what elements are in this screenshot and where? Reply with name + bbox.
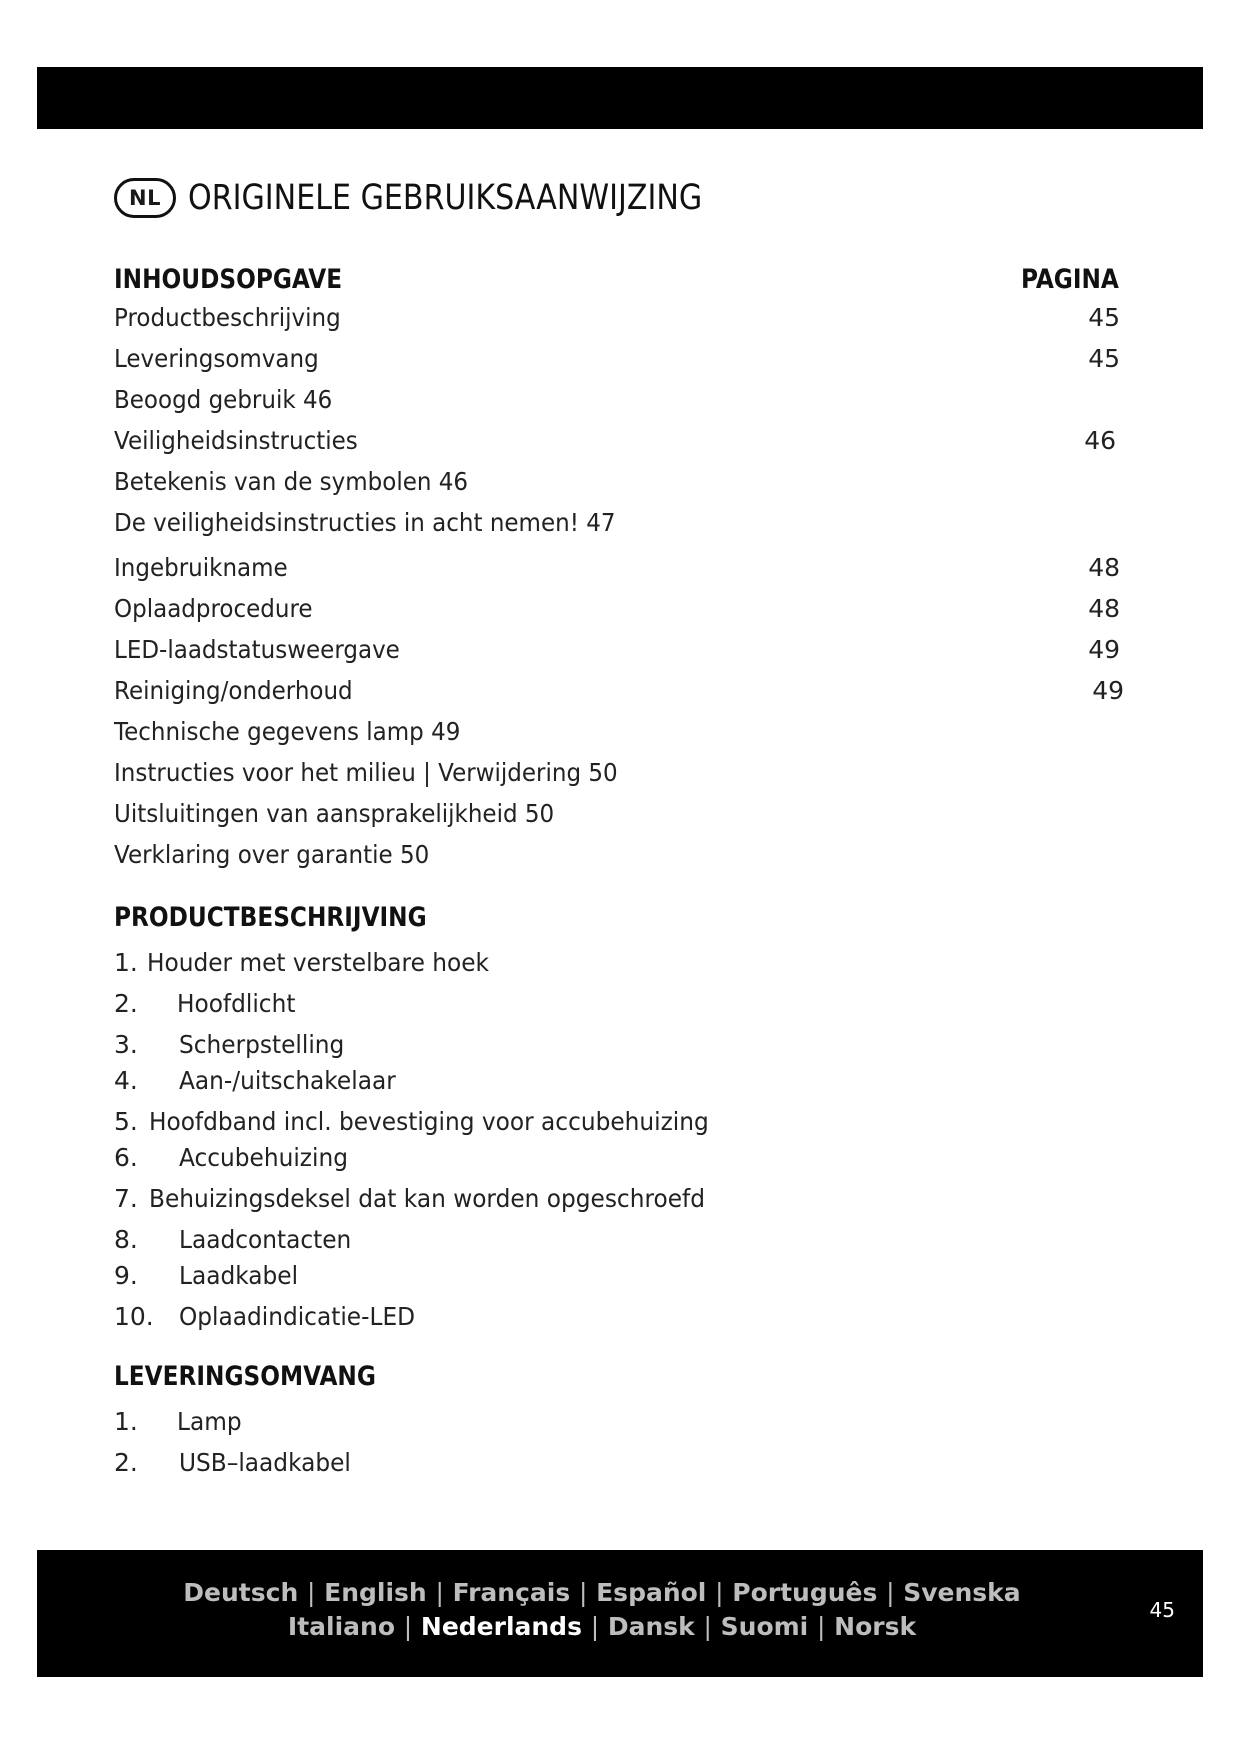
language-separator: | [306, 1578, 316, 1607]
language-separator: | [703, 1612, 712, 1641]
toc-page: 45 [1088, 344, 1120, 373]
language-link-espanol[interactable]: Español [596, 1578, 707, 1607]
toc-page: 48 [1088, 553, 1120, 582]
toc-title: Veiligheidsinstructies [114, 426, 358, 455]
toc-title: De veiligheidsinstructies in acht nemen! 47 [114, 508, 616, 537]
language-link-suomi[interactable]: Suomi [720, 1612, 809, 1641]
toc-title: Productbeschrijving [114, 303, 341, 332]
list-item [114, 1107, 751, 1136]
toc-row [114, 553, 1120, 593]
language-link-dansk[interactable]: Dansk [607, 1612, 695, 1641]
list-item [114, 1448, 364, 1477]
list-item-number: 1. [114, 1407, 138, 1436]
toc-title: Instructies voor het milieu | Verwijdering 50 [114, 758, 618, 787]
list-item-number: 2. [114, 1448, 138, 1477]
language-link-english[interactable]: English [324, 1578, 427, 1607]
toc-title: LED-laadstatusweergave [114, 635, 400, 664]
list-item-number: 4. [114, 1066, 138, 1095]
toc-row [114, 344, 1120, 384]
toc-title: Technische gegevens lamp 49 [114, 717, 461, 746]
list-item-number: 3. [114, 1030, 138, 1059]
toc-row [114, 840, 1120, 880]
list-item-number: 7. [114, 1184, 138, 1213]
toc-page: 46 [1084, 426, 1116, 455]
language-separator: | [435, 1578, 444, 1607]
list-item-number: 9. [114, 1261, 138, 1290]
language-link-svenska[interactable]: Svenska [903, 1578, 1021, 1607]
list-item-number: 8. [114, 1225, 138, 1254]
product-description-heading: PRODUCTBESCHRIJVING [114, 902, 427, 933]
language-separator: | [590, 1612, 600, 1641]
language-separator: | [403, 1612, 413, 1641]
toc-row [114, 758, 1120, 798]
language-separator: | [816, 1612, 826, 1641]
scope-of-delivery-heading: LEVERINGSOMVANG [114, 1361, 376, 1392]
list-item-label: Hoofdband incl. bevestiging voor accubehuizing [149, 1107, 709, 1136]
language-link-francais[interactable]: Français [452, 1578, 571, 1607]
language-list-line-2 [37, 1612, 1167, 1641]
language-link-nederlands-active[interactable]: Nederlands [420, 1612, 582, 1641]
toc-title: Ingebruikname [114, 553, 288, 582]
language-link-italiano[interactable]: Italiano [287, 1612, 396, 1641]
language-separator: | [715, 1578, 724, 1607]
toc-row [114, 635, 1120, 675]
language-link-norsk[interactable]: Norsk [834, 1612, 917, 1641]
list-item [114, 1066, 412, 1095]
language-list-line-1 [37, 1578, 1167, 1607]
toc-row [114, 303, 1120, 343]
list-item [114, 1407, 246, 1436]
list-item [114, 948, 515, 977]
list-item [114, 1225, 364, 1254]
list-item-label: Aan-/uitschakelaar [179, 1066, 396, 1095]
toc-row [114, 426, 1120, 466]
toc-row [114, 799, 1120, 839]
list-item-number: 1. [114, 948, 138, 977]
toc-row [114, 385, 1120, 425]
list-item-number: 6. [114, 1143, 138, 1172]
list-item-number: 5. [114, 1107, 138, 1136]
toc-row [114, 594, 1120, 634]
toc-title: Oplaadprocedure [114, 594, 313, 623]
toc-page-heading: PAGINA [1021, 264, 1119, 295]
language-badge: NL [114, 178, 176, 218]
toc-title: Betekenis van de symbolen 46 [114, 467, 469, 496]
list-item-number: 2. [114, 989, 138, 1018]
list-item [114, 1261, 307, 1290]
toc-heading: INHOUDSOPGAVE [114, 264, 343, 295]
toc-row [114, 467, 1120, 507]
list-item [114, 1030, 357, 1059]
list-item-label: Lamp [177, 1407, 242, 1436]
list-item [114, 1302, 433, 1331]
list-item-label: Accubehuizing [179, 1143, 348, 1172]
top-black-bar [37, 67, 1203, 129]
toc-row [114, 508, 1120, 548]
toc-row [114, 717, 1120, 757]
list-item-label: Houder met verstelbare hoek [147, 948, 490, 977]
toc-page: 49 [1088, 635, 1120, 664]
toc-title: Reiniging/onderhoud [114, 676, 353, 705]
page-number: 45 [1149, 1598, 1175, 1622]
language-separator: | [886, 1578, 895, 1607]
list-item-label: Oplaadindicatie-LED [179, 1302, 416, 1331]
document-title: ORIGINELE GEBRUIKSAANWIJZING [188, 178, 703, 218]
toc-title: Verklaring over garantie 50 [114, 840, 430, 869]
toc-page: 49 [1092, 676, 1124, 705]
list-item [114, 1143, 361, 1172]
toc-row [114, 676, 1124, 716]
toc-title: Uitsluitingen van aansprakelijkheid 50 [114, 799, 555, 828]
language-link-deutsch[interactable]: Deutsch [183, 1578, 299, 1607]
language-link-portugues[interactable]: Português [732, 1578, 878, 1607]
toc-title: Beoogd gebruik 46 [114, 385, 333, 414]
list-item [114, 989, 304, 1018]
toc-page: 45 [1088, 303, 1120, 332]
list-item-label: Scherpstelling [179, 1030, 345, 1059]
list-item-label: USB–laadkabel [179, 1448, 351, 1477]
list-item-label: Laadcontacten [179, 1225, 352, 1254]
list-item-label: Behuizingsdeksel dat kan worden opgeschroefd [149, 1184, 705, 1213]
list-item-label: Laadkabel [179, 1261, 299, 1290]
footer-bar [37, 1550, 1203, 1677]
toc-title: Leveringsomvang [114, 344, 319, 373]
toc-page: 48 [1088, 594, 1120, 623]
list-item-number: 10. [114, 1302, 154, 1331]
document-header [114, 178, 786, 218]
language-separator: | [578, 1578, 588, 1607]
list-item [114, 1184, 747, 1213]
list-item-label: Hoofdlicht [177, 989, 296, 1018]
